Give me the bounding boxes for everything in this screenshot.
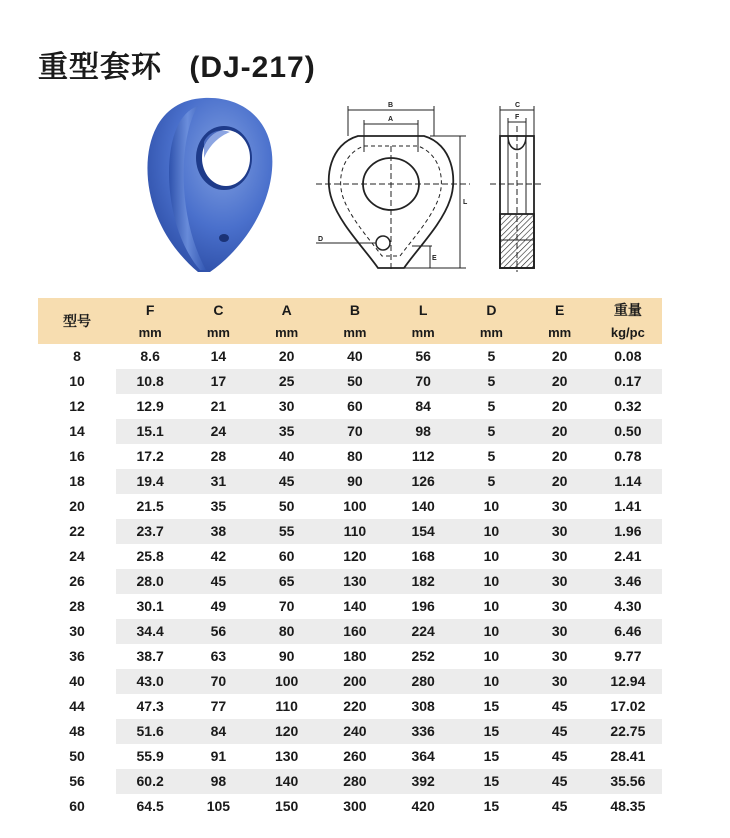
value-cell: 45	[526, 694, 594, 719]
value-cell: 22.75	[594, 719, 662, 744]
value-cell: 14	[184, 344, 252, 369]
value-cell: 70	[184, 669, 252, 694]
table-row	[38, 444, 662, 469]
value-cell: 21	[184, 394, 252, 419]
value-cell: 220	[321, 694, 389, 719]
value-cell: 150	[253, 794, 321, 819]
value-cell: 50	[321, 369, 389, 394]
value-cell: 10	[457, 519, 525, 544]
value-cell: 30	[526, 494, 594, 519]
value-cell: 17	[184, 369, 252, 394]
column-unit: mm	[321, 322, 389, 344]
value-cell: 10	[457, 619, 525, 644]
value-cell: 84	[184, 719, 252, 744]
column-unit: mm	[389, 322, 457, 344]
value-cell: 60	[321, 394, 389, 419]
value-cell: 56	[389, 344, 457, 369]
value-cell: 50	[253, 494, 321, 519]
value-cell: 15	[457, 719, 525, 744]
model-cell: 22	[38, 519, 116, 544]
table-row	[38, 544, 662, 569]
value-cell: 20	[526, 469, 594, 494]
value-cell: 10	[457, 594, 525, 619]
value-cell: 364	[389, 744, 457, 769]
value-cell: 56	[184, 619, 252, 644]
value-cell: 20	[253, 344, 321, 369]
column-header: L	[389, 298, 457, 322]
value-cell: 28.0	[116, 569, 184, 594]
value-cell: 35	[253, 419, 321, 444]
model-cell: 12	[38, 394, 116, 419]
value-cell: 280	[389, 669, 457, 694]
value-cell: 5	[457, 444, 525, 469]
specification-table	[38, 298, 662, 819]
label-D: D	[318, 236, 324, 243]
table-row	[38, 669, 662, 694]
model-cell: 44	[38, 694, 116, 719]
model-cell: 56	[38, 769, 116, 794]
table-row	[38, 594, 662, 619]
value-cell: 130	[321, 569, 389, 594]
value-cell: 60.2	[116, 769, 184, 794]
table-row	[38, 494, 662, 519]
value-cell: 30	[253, 394, 321, 419]
model-cell: 40	[38, 669, 116, 694]
model-cell: 18	[38, 469, 116, 494]
value-cell: 12.94	[594, 669, 662, 694]
value-cell: 3.46	[594, 569, 662, 594]
value-cell: 98	[389, 419, 457, 444]
value-cell: 140	[253, 769, 321, 794]
column-header: F	[116, 298, 184, 322]
value-cell: 5	[457, 344, 525, 369]
value-cell: 5	[457, 369, 525, 394]
value-cell: 80	[253, 619, 321, 644]
value-cell: 100	[253, 669, 321, 694]
value-cell: 45	[526, 744, 594, 769]
column-header: C	[184, 298, 252, 322]
value-cell: 30	[526, 644, 594, 669]
column-unit: mm	[184, 322, 252, 344]
unit-row	[38, 322, 662, 344]
column-header: B	[321, 298, 389, 322]
table-row	[38, 794, 662, 819]
value-cell: 2.41	[594, 544, 662, 569]
value-cell: 0.17	[594, 369, 662, 394]
value-cell: 49	[184, 594, 252, 619]
value-cell: 280	[321, 769, 389, 794]
value-cell: 38.7	[116, 644, 184, 669]
model-cell: 36	[38, 644, 116, 669]
value-cell: 15	[457, 769, 525, 794]
column-unit: mm	[116, 322, 184, 344]
value-cell: 260	[321, 744, 389, 769]
value-cell: 55	[253, 519, 321, 544]
value-cell: 8.6	[116, 344, 184, 369]
value-cell: 120	[253, 719, 321, 744]
value-cell: 25	[253, 369, 321, 394]
value-cell: 10.8	[116, 369, 184, 394]
value-cell: 65	[253, 569, 321, 594]
table-row	[38, 344, 662, 369]
model-cell: 20	[38, 494, 116, 519]
value-cell: 140	[389, 494, 457, 519]
column-unit: kg/pc	[594, 322, 662, 344]
column-header: 重量	[594, 298, 662, 322]
model-header: 型号	[38, 298, 116, 344]
value-cell: 64.5	[116, 794, 184, 819]
value-cell: 240	[321, 719, 389, 744]
product-name: 重型套环	[38, 51, 162, 84]
value-cell: 10	[457, 494, 525, 519]
value-cell: 126	[389, 469, 457, 494]
model-cell: 48	[38, 719, 116, 744]
value-cell: 31	[184, 469, 252, 494]
value-cell: 10	[457, 644, 525, 669]
value-cell: 48.35	[594, 794, 662, 819]
value-cell: 70	[321, 419, 389, 444]
page-title	[38, 42, 316, 86]
value-cell: 112	[389, 444, 457, 469]
value-cell: 10	[457, 569, 525, 594]
value-cell: 0.08	[594, 344, 662, 369]
value-cell: 5	[457, 419, 525, 444]
value-cell: 420	[389, 794, 457, 819]
table-row	[38, 644, 662, 669]
value-cell: 1.14	[594, 469, 662, 494]
value-cell: 10	[457, 544, 525, 569]
value-cell: 40	[321, 344, 389, 369]
table-row	[38, 569, 662, 594]
value-cell: 17.2	[116, 444, 184, 469]
value-cell: 45	[253, 469, 321, 494]
value-cell: 28.41	[594, 744, 662, 769]
table-row	[38, 394, 662, 419]
value-cell: 70	[389, 369, 457, 394]
value-cell: 9.77	[594, 644, 662, 669]
value-cell: 91	[184, 744, 252, 769]
model-cell: 10	[38, 369, 116, 394]
table-row	[38, 419, 662, 444]
table-row	[38, 619, 662, 644]
value-cell: 180	[321, 644, 389, 669]
value-cell: 63	[184, 644, 252, 669]
value-cell: 38	[184, 519, 252, 544]
model-cell: 30	[38, 619, 116, 644]
value-cell: 20	[526, 344, 594, 369]
value-cell: 1.96	[594, 519, 662, 544]
value-cell: 45	[526, 719, 594, 744]
column-header: A	[253, 298, 321, 322]
label-B: B	[388, 102, 394, 109]
label-F: F	[515, 114, 520, 121]
product-code: (DJ-217)	[189, 51, 316, 84]
value-cell: 200	[321, 669, 389, 694]
model-cell: 26	[38, 569, 116, 594]
value-cell: 5	[457, 469, 525, 494]
value-cell: 24	[184, 419, 252, 444]
table-row	[38, 469, 662, 494]
value-cell: 110	[321, 519, 389, 544]
column-header: E	[526, 298, 594, 322]
label-L: L	[463, 199, 468, 206]
model-cell: 16	[38, 444, 116, 469]
front-view-drawing	[312, 96, 480, 274]
value-cell: 20	[526, 369, 594, 394]
value-cell: 168	[389, 544, 457, 569]
model-cell: 14	[38, 419, 116, 444]
value-cell: 30	[526, 519, 594, 544]
value-cell: 110	[253, 694, 321, 719]
table-row	[38, 719, 662, 744]
value-cell: 55.9	[116, 744, 184, 769]
value-cell: 42	[184, 544, 252, 569]
value-cell: 80	[321, 444, 389, 469]
value-cell: 90	[253, 644, 321, 669]
value-cell: 12.9	[116, 394, 184, 419]
table-row	[38, 519, 662, 544]
value-cell: 84	[389, 394, 457, 419]
value-cell: 105	[184, 794, 252, 819]
value-cell: 15.1	[116, 419, 184, 444]
value-cell: 70	[253, 594, 321, 619]
value-cell: 35.56	[594, 769, 662, 794]
model-cell: 24	[38, 544, 116, 569]
value-cell: 45	[526, 769, 594, 794]
label-E: E	[432, 255, 437, 262]
model-cell: 28	[38, 594, 116, 619]
value-cell: 98	[184, 769, 252, 794]
value-cell: 30	[526, 569, 594, 594]
value-cell: 224	[389, 619, 457, 644]
value-cell: 252	[389, 644, 457, 669]
value-cell: 23.7	[116, 519, 184, 544]
value-cell: 90	[321, 469, 389, 494]
column-unit: mm	[526, 322, 594, 344]
value-cell: 4.30	[594, 594, 662, 619]
value-cell: 5	[457, 394, 525, 419]
value-cell: 30	[526, 594, 594, 619]
table-row	[38, 769, 662, 794]
model-cell: 8	[38, 344, 116, 369]
table-row	[38, 694, 662, 719]
value-cell: 100	[321, 494, 389, 519]
value-cell: 336	[389, 719, 457, 744]
value-cell: 51.6	[116, 719, 184, 744]
value-cell: 28	[184, 444, 252, 469]
model-cell: 50	[38, 744, 116, 769]
value-cell: 130	[253, 744, 321, 769]
column-unit: mm	[253, 322, 321, 344]
value-cell: 15	[457, 744, 525, 769]
value-cell: 34.4	[116, 619, 184, 644]
value-cell: 160	[321, 619, 389, 644]
value-cell: 30.1	[116, 594, 184, 619]
value-cell: 21.5	[116, 494, 184, 519]
table-body	[38, 344, 662, 819]
value-cell: 20	[526, 394, 594, 419]
value-cell: 308	[389, 694, 457, 719]
value-cell: 25.8	[116, 544, 184, 569]
value-cell: 20	[526, 419, 594, 444]
value-cell: 10	[457, 669, 525, 694]
value-cell: 40	[253, 444, 321, 469]
value-cell: 154	[389, 519, 457, 544]
value-cell: 19.4	[116, 469, 184, 494]
table-row	[38, 744, 662, 769]
header-row	[38, 298, 662, 322]
value-cell: 20	[526, 444, 594, 469]
column-unit: mm	[457, 322, 525, 344]
value-cell: 47.3	[116, 694, 184, 719]
value-cell: 35	[184, 494, 252, 519]
label-C: C	[515, 102, 521, 109]
value-cell: 15	[457, 694, 525, 719]
value-cell: 17.02	[594, 694, 662, 719]
value-cell: 77	[184, 694, 252, 719]
thimble-photo	[140, 92, 282, 278]
table-row	[38, 369, 662, 394]
value-cell: 0.78	[594, 444, 662, 469]
value-cell: 30	[526, 619, 594, 644]
side-view-drawing	[488, 96, 544, 274]
value-cell: 392	[389, 769, 457, 794]
value-cell: 6.46	[594, 619, 662, 644]
value-cell: 182	[389, 569, 457, 594]
value-cell: 196	[389, 594, 457, 619]
value-cell: 120	[321, 544, 389, 569]
value-cell: 60	[253, 544, 321, 569]
column-header: D	[457, 298, 525, 322]
value-cell: 45	[184, 569, 252, 594]
value-cell: 140	[321, 594, 389, 619]
value-cell: 0.50	[594, 419, 662, 444]
value-cell: 0.32	[594, 394, 662, 419]
value-cell: 1.41	[594, 494, 662, 519]
value-cell: 30	[526, 669, 594, 694]
value-cell: 43.0	[116, 669, 184, 694]
value-cell: 15	[457, 794, 525, 819]
label-A: A	[388, 116, 394, 123]
value-cell: 300	[321, 794, 389, 819]
model-cell: 60	[38, 794, 116, 819]
value-cell: 30	[526, 544, 594, 569]
value-cell: 45	[526, 794, 594, 819]
